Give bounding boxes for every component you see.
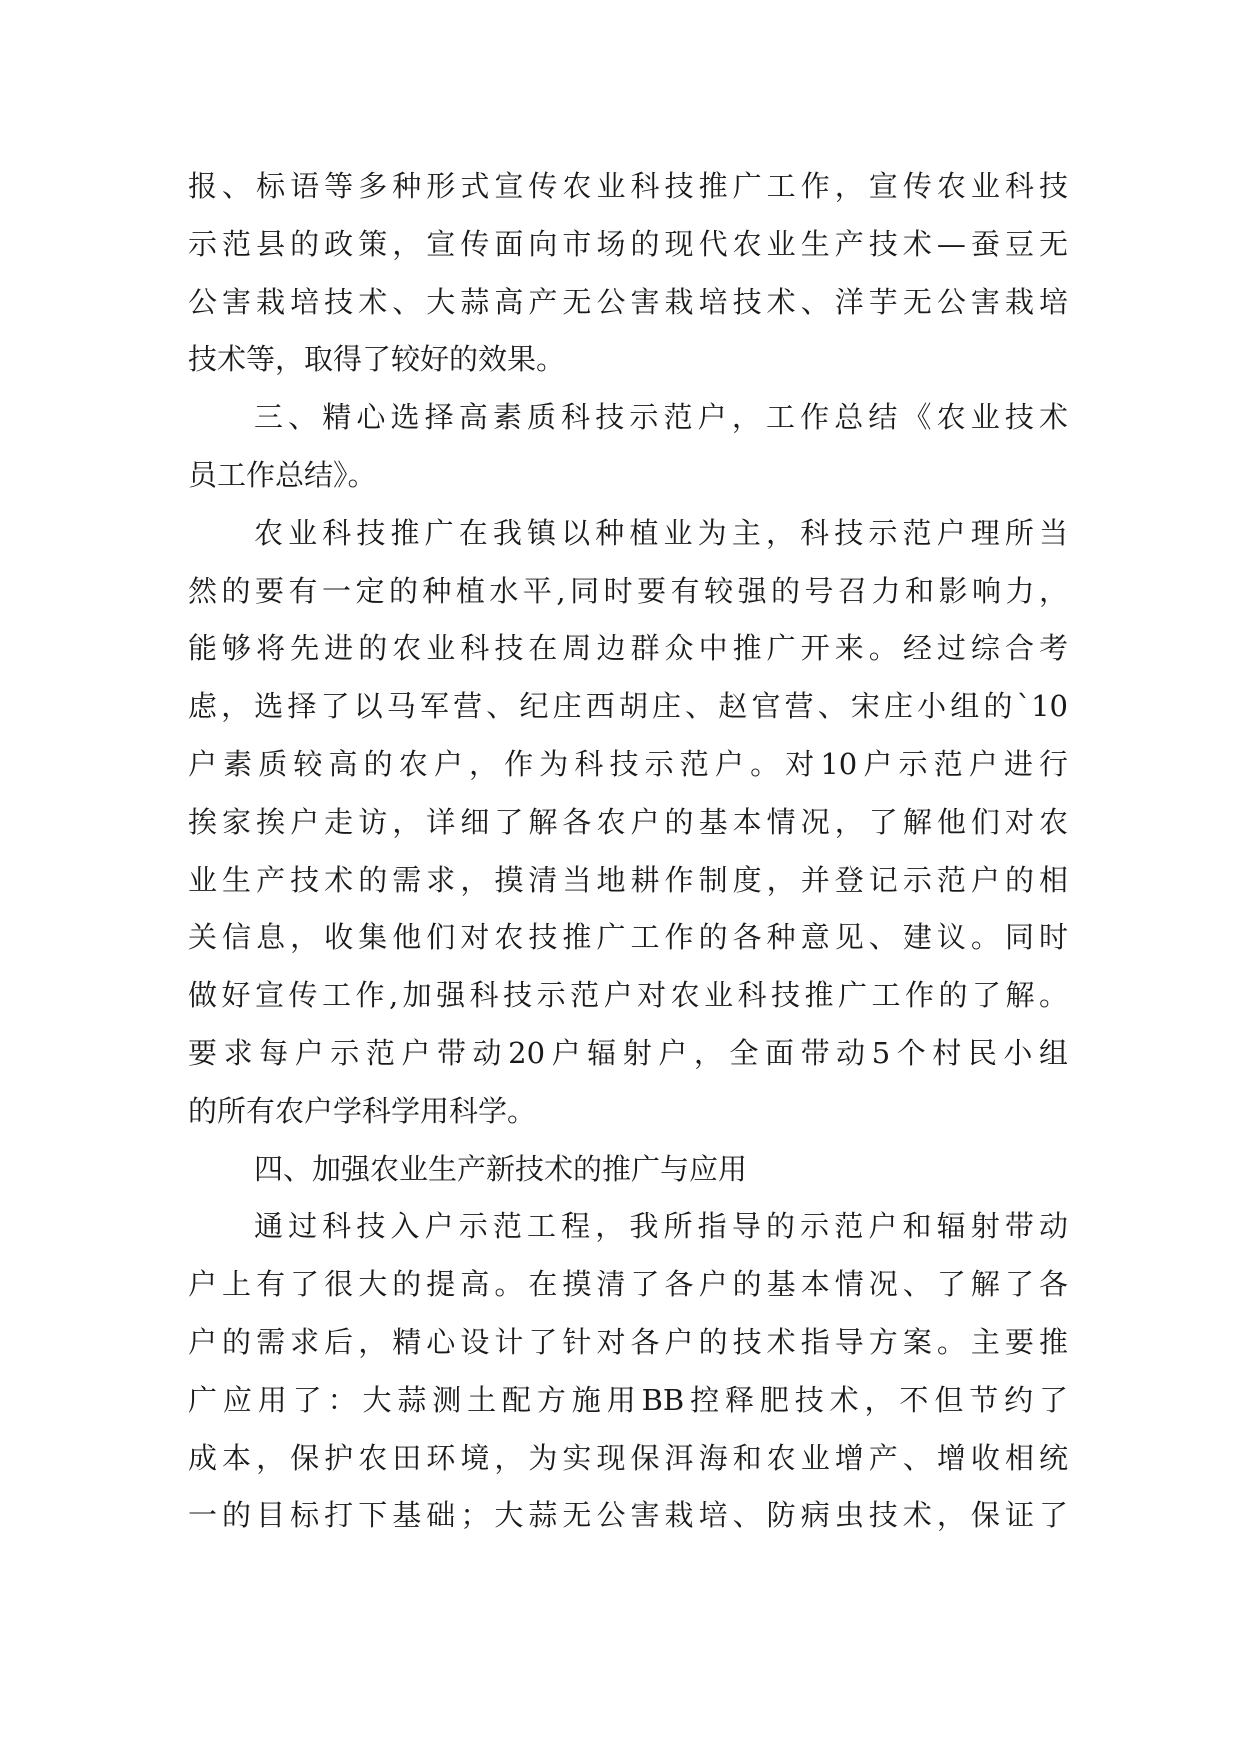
text-line: 业生产技术的需求，摸清当地耕作制度，并登记示范户的相: [188, 862, 1068, 897]
paragraph-demonstration-households: [188, 505, 1068, 1141]
text-line: 挨家挨户走访，详细了解各农户的基本情况，了解他们对农: [188, 804, 1068, 839]
document-body: [188, 158, 1068, 1545]
text-line: 户上有了很大的提高。在摸清了各户的基本情况、了解了各: [188, 1267, 1068, 1302]
text-line: 公害栽培技术、大蒜高产无公害栽培技术、洋芋无公害栽培: [188, 284, 1068, 319]
text-line: 要求每户示范户带动20户辐射户，全面带动5个村民小组: [188, 1035, 1068, 1070]
text-line: 虑，选择了以马军营、纪庄西胡庄、赵官营、宋庄小组的`10: [188, 689, 1068, 724]
text-line: 三、精心选择高素质科技示范户，工作总结《农业技术: [254, 400, 1068, 435]
section-heading-3: [188, 389, 1068, 505]
text-line: 成本，保护农田环境，为实现保洱海和农业增产、增收相统: [188, 1440, 1068, 1475]
text-line: 四、加强农业生产新技术的推广与应用: [254, 1151, 748, 1186]
text-line: 户的需求后，精心设计了针对各户的技术指导方案。主要推: [188, 1324, 1068, 1359]
text-line: 员工作总结》。: [188, 457, 377, 492]
text-line: 能够将先进的农业科技在周边群众中推广开来。经过综合考: [188, 631, 1068, 666]
text-line: 农业科技推广在我镇以种植业为主，科技示范户理所当: [254, 515, 1068, 550]
paragraph-new-technology: [188, 1198, 1068, 1545]
paragraph-publicity: [188, 158, 1068, 389]
text-line: 的所有农户学科学用科学。: [188, 1093, 537, 1128]
text-line: 一的目标打下基础；大蒜无公害栽培、防病虫技术，保证了: [188, 1498, 1068, 1533]
text-line: 广应用了：大蒜测土配方施用BB控释肥技术，不但节约了: [188, 1382, 1068, 1417]
text-line: 技术等，取得了较好的效果。: [188, 342, 566, 377]
text-line: 做好宣传工作,加强科技示范户对农业科技推广工作的了解。: [188, 978, 1068, 1013]
text-line: 户素质较高的农户，作为科技示范户。对10户示范户进行: [188, 746, 1068, 781]
text-line: 示范县的政策，宣传面向市场的现代农业生产技术—蚕豆无: [188, 226, 1068, 261]
text-line: 通过科技入户示范工程，我所指导的示范户和辐射带动: [254, 1209, 1068, 1244]
text-line: 关信息，收集他们对农技推广工作的各种意见、建议。同时: [188, 920, 1068, 955]
text-line: 报、标语等多种形式宣传农业科技推广工作，宣传农业科技: [188, 169, 1068, 203]
section-heading-4: [188, 1141, 1068, 1199]
text-line: 然的要有一定的种植水平,同时要有较强的号召力和影响力，: [188, 573, 1068, 608]
